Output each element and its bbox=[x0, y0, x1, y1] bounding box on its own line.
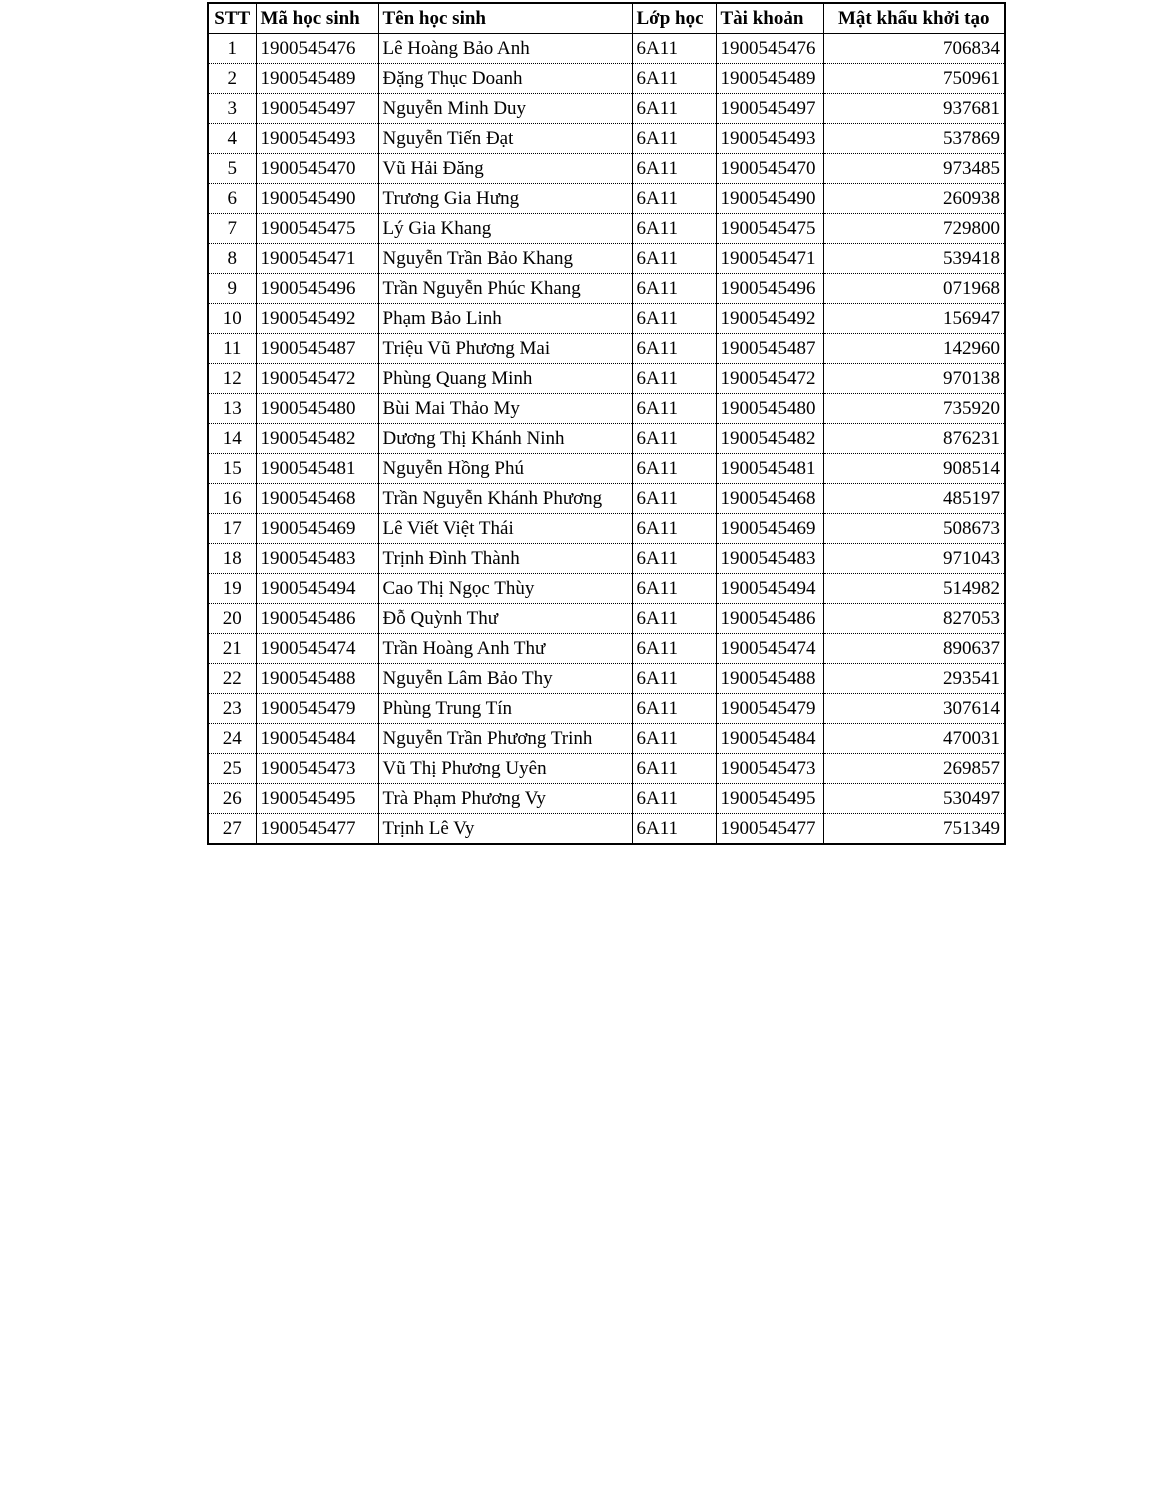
cell-stt: 27 bbox=[208, 814, 256, 845]
cell-account: 1900545487 bbox=[716, 334, 823, 364]
cell-student-id: 1900545476 bbox=[256, 34, 378, 64]
table-body bbox=[208, 34, 1005, 845]
cell-student-name: Trịnh Lê Vy bbox=[378, 814, 632, 845]
cell-student-id: 1900545481 bbox=[256, 454, 378, 484]
cell-class: 6A11 bbox=[632, 664, 716, 694]
cell-stt: 7 bbox=[208, 214, 256, 244]
cell-account: 1900545489 bbox=[716, 64, 823, 94]
cell-initial-password: 269857 bbox=[823, 754, 1005, 784]
cell-class: 6A11 bbox=[632, 604, 716, 634]
cell-stt: 21 bbox=[208, 634, 256, 664]
cell-class: 6A11 bbox=[632, 514, 716, 544]
table-row bbox=[208, 244, 1005, 274]
table-row bbox=[208, 544, 1005, 574]
cell-student-name: Nguyễn Minh Duy bbox=[378, 94, 632, 124]
cell-stt: 25 bbox=[208, 754, 256, 784]
cell-account: 1900545496 bbox=[716, 274, 823, 304]
cell-student-id: 1900545474 bbox=[256, 634, 378, 664]
cell-initial-password: 293541 bbox=[823, 664, 1005, 694]
cell-student-name: Đỗ Quỳnh Thư bbox=[378, 604, 632, 634]
cell-stt: 9 bbox=[208, 274, 256, 304]
cell-student-id: 1900545490 bbox=[256, 184, 378, 214]
cell-student-id: 1900545469 bbox=[256, 514, 378, 544]
cell-class: 6A11 bbox=[632, 64, 716, 94]
table-row bbox=[208, 154, 1005, 184]
table-row bbox=[208, 184, 1005, 214]
cell-initial-password: 971043 bbox=[823, 544, 1005, 574]
cell-initial-password: 539418 bbox=[823, 244, 1005, 274]
cell-account: 1900545476 bbox=[716, 34, 823, 64]
cell-account: 1900545468 bbox=[716, 484, 823, 514]
header-stt: STT bbox=[208, 3, 256, 34]
cell-stt: 6 bbox=[208, 184, 256, 214]
cell-student-id: 1900545489 bbox=[256, 64, 378, 94]
table-row bbox=[208, 334, 1005, 364]
cell-student-name: Trịnh Đình Thành bbox=[378, 544, 632, 574]
cell-student-id: 1900545473 bbox=[256, 754, 378, 784]
cell-initial-password: 890637 bbox=[823, 634, 1005, 664]
cell-student-id: 1900545479 bbox=[256, 694, 378, 724]
table-row bbox=[208, 34, 1005, 64]
header-student-name: Tên học sinh bbox=[378, 3, 632, 34]
cell-student-name: Nguyễn Hồng Phú bbox=[378, 454, 632, 484]
cell-student-name: Phùng Quang Minh bbox=[378, 364, 632, 394]
cell-student-id: 1900545484 bbox=[256, 724, 378, 754]
cell-class: 6A11 bbox=[632, 544, 716, 574]
cell-account: 1900545490 bbox=[716, 184, 823, 214]
cell-initial-password: 729800 bbox=[823, 214, 1005, 244]
table-row bbox=[208, 694, 1005, 724]
cell-student-id: 1900545483 bbox=[256, 544, 378, 574]
cell-student-name: Vũ Thị Phương Uyên bbox=[378, 754, 632, 784]
cell-account: 1900545479 bbox=[716, 694, 823, 724]
cell-stt: 17 bbox=[208, 514, 256, 544]
header-account: Tài khoản bbox=[716, 3, 823, 34]
cell-account: 1900545470 bbox=[716, 154, 823, 184]
cell-initial-password: 514982 bbox=[823, 574, 1005, 604]
cell-class: 6A11 bbox=[632, 694, 716, 724]
cell-student-name: Dương Thị Khánh Ninh bbox=[378, 424, 632, 454]
cell-stt: 3 bbox=[208, 94, 256, 124]
cell-student-id: 1900545470 bbox=[256, 154, 378, 184]
cell-student-name: Phạm Bảo Linh bbox=[378, 304, 632, 334]
cell-class: 6A11 bbox=[632, 124, 716, 154]
table-row bbox=[208, 634, 1005, 664]
cell-student-name: Trần Nguyễn Khánh Phương bbox=[378, 484, 632, 514]
cell-class: 6A11 bbox=[632, 334, 716, 364]
cell-student-name: Lý Gia Khang bbox=[378, 214, 632, 244]
cell-student-name: Trần Nguyễn Phúc Khang bbox=[378, 274, 632, 304]
cell-initial-password: 706834 bbox=[823, 34, 1005, 64]
cell-stt: 11 bbox=[208, 334, 256, 364]
cell-class: 6A11 bbox=[632, 154, 716, 184]
cell-student-name: Lê Hoàng Bảo Anh bbox=[378, 34, 632, 64]
cell-initial-password: 156947 bbox=[823, 304, 1005, 334]
cell-account: 1900545469 bbox=[716, 514, 823, 544]
cell-stt: 12 bbox=[208, 364, 256, 394]
cell-student-id: 1900545477 bbox=[256, 814, 378, 845]
cell-student-id: 1900545482 bbox=[256, 424, 378, 454]
cell-initial-password: 735920 bbox=[823, 394, 1005, 424]
table-row bbox=[208, 484, 1005, 514]
table-row bbox=[208, 724, 1005, 754]
cell-initial-password: 827053 bbox=[823, 604, 1005, 634]
cell-student-name: Cao Thị Ngọc Thùy bbox=[378, 574, 632, 604]
header-student-id: Mã học sinh bbox=[256, 3, 378, 34]
cell-account: 1900545486 bbox=[716, 604, 823, 634]
cell-class: 6A11 bbox=[632, 574, 716, 604]
cell-initial-password: 307614 bbox=[823, 694, 1005, 724]
cell-account: 1900545474 bbox=[716, 634, 823, 664]
cell-initial-password: 071968 bbox=[823, 274, 1005, 304]
cell-initial-password: 908514 bbox=[823, 454, 1005, 484]
table-row bbox=[208, 604, 1005, 634]
header-initial-password: Mật khẩu khởi tạo bbox=[823, 3, 1005, 34]
cell-student-name: Bùi Mai Thảo My bbox=[378, 394, 632, 424]
cell-stt: 8 bbox=[208, 244, 256, 274]
cell-account: 1900545493 bbox=[716, 124, 823, 154]
header-class: Lớp học bbox=[632, 3, 716, 34]
cell-class: 6A11 bbox=[632, 274, 716, 304]
cell-account: 1900545480 bbox=[716, 394, 823, 424]
table-row bbox=[208, 514, 1005, 544]
cell-initial-password: 876231 bbox=[823, 424, 1005, 454]
cell-stt: 2 bbox=[208, 64, 256, 94]
table-row bbox=[208, 784, 1005, 814]
table-row bbox=[208, 454, 1005, 484]
student-account-table bbox=[207, 2, 1006, 845]
cell-stt: 1 bbox=[208, 34, 256, 64]
cell-account: 1900545488 bbox=[716, 664, 823, 694]
cell-account: 1900545492 bbox=[716, 304, 823, 334]
cell-student-name: Nguyễn Trần Bảo Khang bbox=[378, 244, 632, 274]
cell-stt: 10 bbox=[208, 304, 256, 334]
cell-student-id: 1900545497 bbox=[256, 94, 378, 124]
cell-initial-password: 751349 bbox=[823, 814, 1005, 845]
cell-initial-password: 537869 bbox=[823, 124, 1005, 154]
cell-account: 1900545473 bbox=[716, 754, 823, 784]
cell-student-name: Vũ Hải Đăng bbox=[378, 154, 632, 184]
cell-class: 6A11 bbox=[632, 94, 716, 124]
cell-student-id: 1900545475 bbox=[256, 214, 378, 244]
cell-student-name: Trà Phạm Phương Vy bbox=[378, 784, 632, 814]
cell-student-id: 1900545480 bbox=[256, 394, 378, 424]
cell-stt: 5 bbox=[208, 154, 256, 184]
cell-stt: 24 bbox=[208, 724, 256, 754]
cell-student-name: Đặng Thục Doanh bbox=[378, 64, 632, 94]
cell-stt: 4 bbox=[208, 124, 256, 154]
table-row bbox=[208, 304, 1005, 334]
cell-stt: 16 bbox=[208, 484, 256, 514]
table-row bbox=[208, 274, 1005, 304]
cell-student-id: 1900545487 bbox=[256, 334, 378, 364]
cell-account: 1900545471 bbox=[716, 244, 823, 274]
cell-account: 1900545483 bbox=[716, 544, 823, 574]
table-row bbox=[208, 64, 1005, 94]
cell-initial-password: 530497 bbox=[823, 784, 1005, 814]
cell-class: 6A11 bbox=[632, 214, 716, 244]
table-row bbox=[208, 664, 1005, 694]
cell-stt: 15 bbox=[208, 454, 256, 484]
cell-account: 1900545495 bbox=[716, 784, 823, 814]
cell-class: 6A11 bbox=[632, 364, 716, 394]
cell-initial-password: 485197 bbox=[823, 484, 1005, 514]
cell-initial-password: 260938 bbox=[823, 184, 1005, 214]
cell-stt: 13 bbox=[208, 394, 256, 424]
cell-student-name: Phùng Trung Tín bbox=[378, 694, 632, 724]
table-row bbox=[208, 814, 1005, 845]
cell-student-name: Trương Gia Hưng bbox=[378, 184, 632, 214]
cell-initial-password: 142960 bbox=[823, 334, 1005, 364]
cell-class: 6A11 bbox=[632, 424, 716, 454]
cell-stt: 18 bbox=[208, 544, 256, 574]
table-row bbox=[208, 214, 1005, 244]
cell-account: 1900545497 bbox=[716, 94, 823, 124]
student-account-sheet bbox=[207, 2, 1006, 845]
cell-stt: 20 bbox=[208, 604, 256, 634]
cell-initial-password: 508673 bbox=[823, 514, 1005, 544]
table-row bbox=[208, 424, 1005, 454]
cell-stt: 26 bbox=[208, 784, 256, 814]
table-row bbox=[208, 394, 1005, 424]
cell-initial-password: 973485 bbox=[823, 154, 1005, 184]
cell-student-name: Nguyễn Trần Phương Trinh bbox=[378, 724, 632, 754]
cell-student-id: 1900545496 bbox=[256, 274, 378, 304]
cell-class: 6A11 bbox=[632, 184, 716, 214]
cell-student-name: Nguyễn Tiến Đạt bbox=[378, 124, 632, 154]
cell-account: 1900545484 bbox=[716, 724, 823, 754]
cell-initial-password: 970138 bbox=[823, 364, 1005, 394]
cell-account: 1900545494 bbox=[716, 574, 823, 604]
cell-student-id: 1900545495 bbox=[256, 784, 378, 814]
cell-class: 6A11 bbox=[632, 784, 716, 814]
cell-class: 6A11 bbox=[632, 634, 716, 664]
cell-class: 6A11 bbox=[632, 34, 716, 64]
cell-class: 6A11 bbox=[632, 454, 716, 484]
cell-account: 1900545472 bbox=[716, 364, 823, 394]
cell-student-id: 1900545492 bbox=[256, 304, 378, 334]
cell-student-id: 1900545472 bbox=[256, 364, 378, 394]
cell-class: 6A11 bbox=[632, 244, 716, 274]
cell-stt: 19 bbox=[208, 574, 256, 604]
cell-stt: 23 bbox=[208, 694, 256, 724]
table-row bbox=[208, 574, 1005, 604]
cell-student-id: 1900545494 bbox=[256, 574, 378, 604]
table-row bbox=[208, 94, 1005, 124]
cell-account: 1900545482 bbox=[716, 424, 823, 454]
table-row bbox=[208, 364, 1005, 394]
cell-class: 6A11 bbox=[632, 484, 716, 514]
table-row bbox=[208, 754, 1005, 784]
cell-class: 6A11 bbox=[632, 304, 716, 334]
cell-account: 1900545475 bbox=[716, 214, 823, 244]
cell-student-id: 1900545468 bbox=[256, 484, 378, 514]
cell-student-id: 1900545493 bbox=[256, 124, 378, 154]
cell-stt: 14 bbox=[208, 424, 256, 454]
cell-student-id: 1900545486 bbox=[256, 604, 378, 634]
cell-account: 1900545477 bbox=[716, 814, 823, 845]
cell-stt: 22 bbox=[208, 664, 256, 694]
cell-student-id: 1900545488 bbox=[256, 664, 378, 694]
cell-initial-password: 470031 bbox=[823, 724, 1005, 754]
table-row bbox=[208, 124, 1005, 154]
cell-student-id: 1900545471 bbox=[256, 244, 378, 274]
cell-student-name: Nguyễn Lâm Bảo Thy bbox=[378, 664, 632, 694]
cell-student-name: Triệu Vũ Phương Mai bbox=[378, 334, 632, 364]
cell-student-name: Lê Viết Việt Thái bbox=[378, 514, 632, 544]
cell-class: 6A11 bbox=[632, 724, 716, 754]
cell-class: 6A11 bbox=[632, 754, 716, 784]
cell-student-name: Trần Hoàng Anh Thư bbox=[378, 634, 632, 664]
cell-class: 6A11 bbox=[632, 814, 716, 845]
cell-initial-password: 937681 bbox=[823, 94, 1005, 124]
table-header-row bbox=[208, 3, 1005, 34]
cell-class: 6A11 bbox=[632, 394, 716, 424]
cell-initial-password: 750961 bbox=[823, 64, 1005, 94]
cell-account: 1900545481 bbox=[716, 454, 823, 484]
